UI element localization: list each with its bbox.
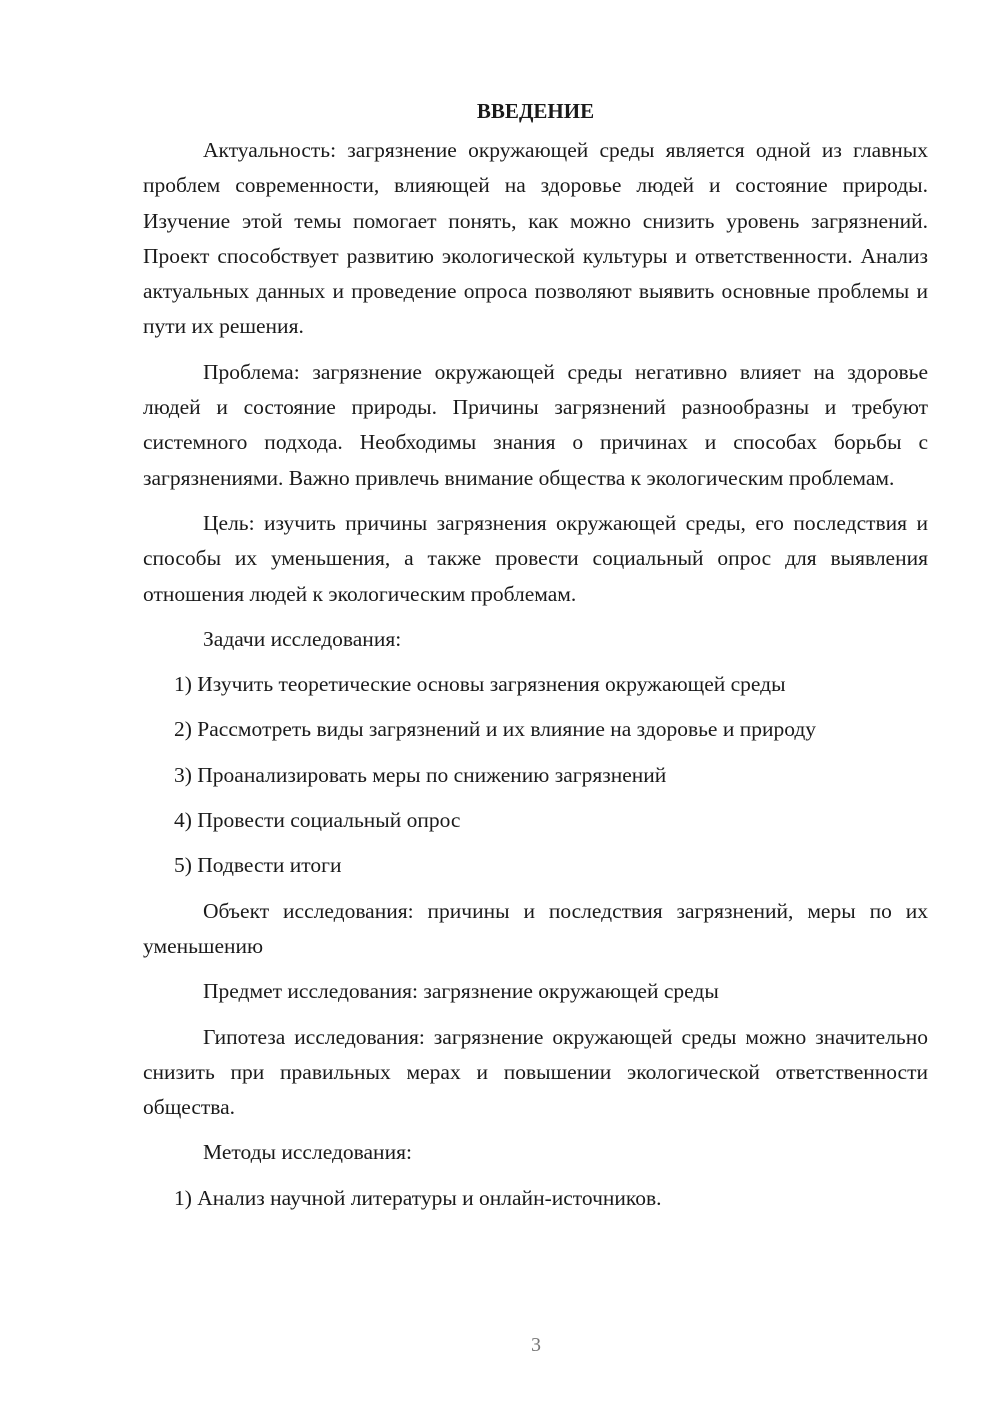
list-item: 4) Провести социальный опрос: [174, 808, 461, 833]
tasks-list: [143, 667, 928, 883]
methods-list: [143, 1181, 928, 1216]
section-title: ВВЕДЕНИЕ: [476, 99, 595, 123]
paragraph-relevance: Актуальность: загрязнение окружающей среды является одной из главных проблем современности, влияющей на здоровье людей и состояние природы. Изучение этой темы помогает понять, как можно снизить уровень загрязнений. Проект способствует развитию экологической культуры и ответственности. Анализ актуальных данных и проведение опроса позволяют выявить основные проблемы и пути их решения.: [143, 138, 928, 339]
list-item: 2) Рассмотреть виды загрязнений и их влияние на здоровье и природу: [174, 717, 817, 742]
paragraph-object: Объект исследования: причины и последствия загрязнений, меры по их уменьшению: [143, 898, 928, 958]
paragraph-hypothesis: Гипотеза исследования: загрязнение окружающей среды можно значительно снизить при правильных мерах и повышении экологической ответственности общества.: [143, 1024, 928, 1120]
list-item: 1) Изучить теоретические основы загрязнения окружающей среды: [174, 672, 786, 697]
list-item: 3) Проанализировать меры по снижению загрязнений: [174, 762, 667, 787]
paragraph-subject: Предмет исследования: загрязнение окружающей среды: [203, 979, 719, 1004]
tasks-heading: Задачи исследования:: [203, 626, 402, 651]
paragraph-goal: Цель: изучить причины загрязнения окружающей среды, его последствия и способы их уменьшения, а также провести социальный опрос для выявления отношения людей к экологическим проблемам.: [143, 510, 928, 606]
paragraph-problem: Проблема: загрязнение окружающей среды негативно влияет на здоровье людей и состояние природы. Причины загрязнений разнообразны и требуют системного подхода. Необходимы знания о причинах и способах борьбы с загрязнениями. Важно привлечь внимание общества к экологическим проблемам.: [143, 359, 928, 490]
page-number: 3: [531, 1334, 541, 1356]
methods-heading: Методы исследования:: [203, 1140, 412, 1165]
list-item: 5) Подвести итоги: [174, 853, 342, 878]
list-item: 1) Анализ научной литературы и онлайн-источников.: [174, 1185, 662, 1210]
document-page: [143, 97, 928, 1226]
